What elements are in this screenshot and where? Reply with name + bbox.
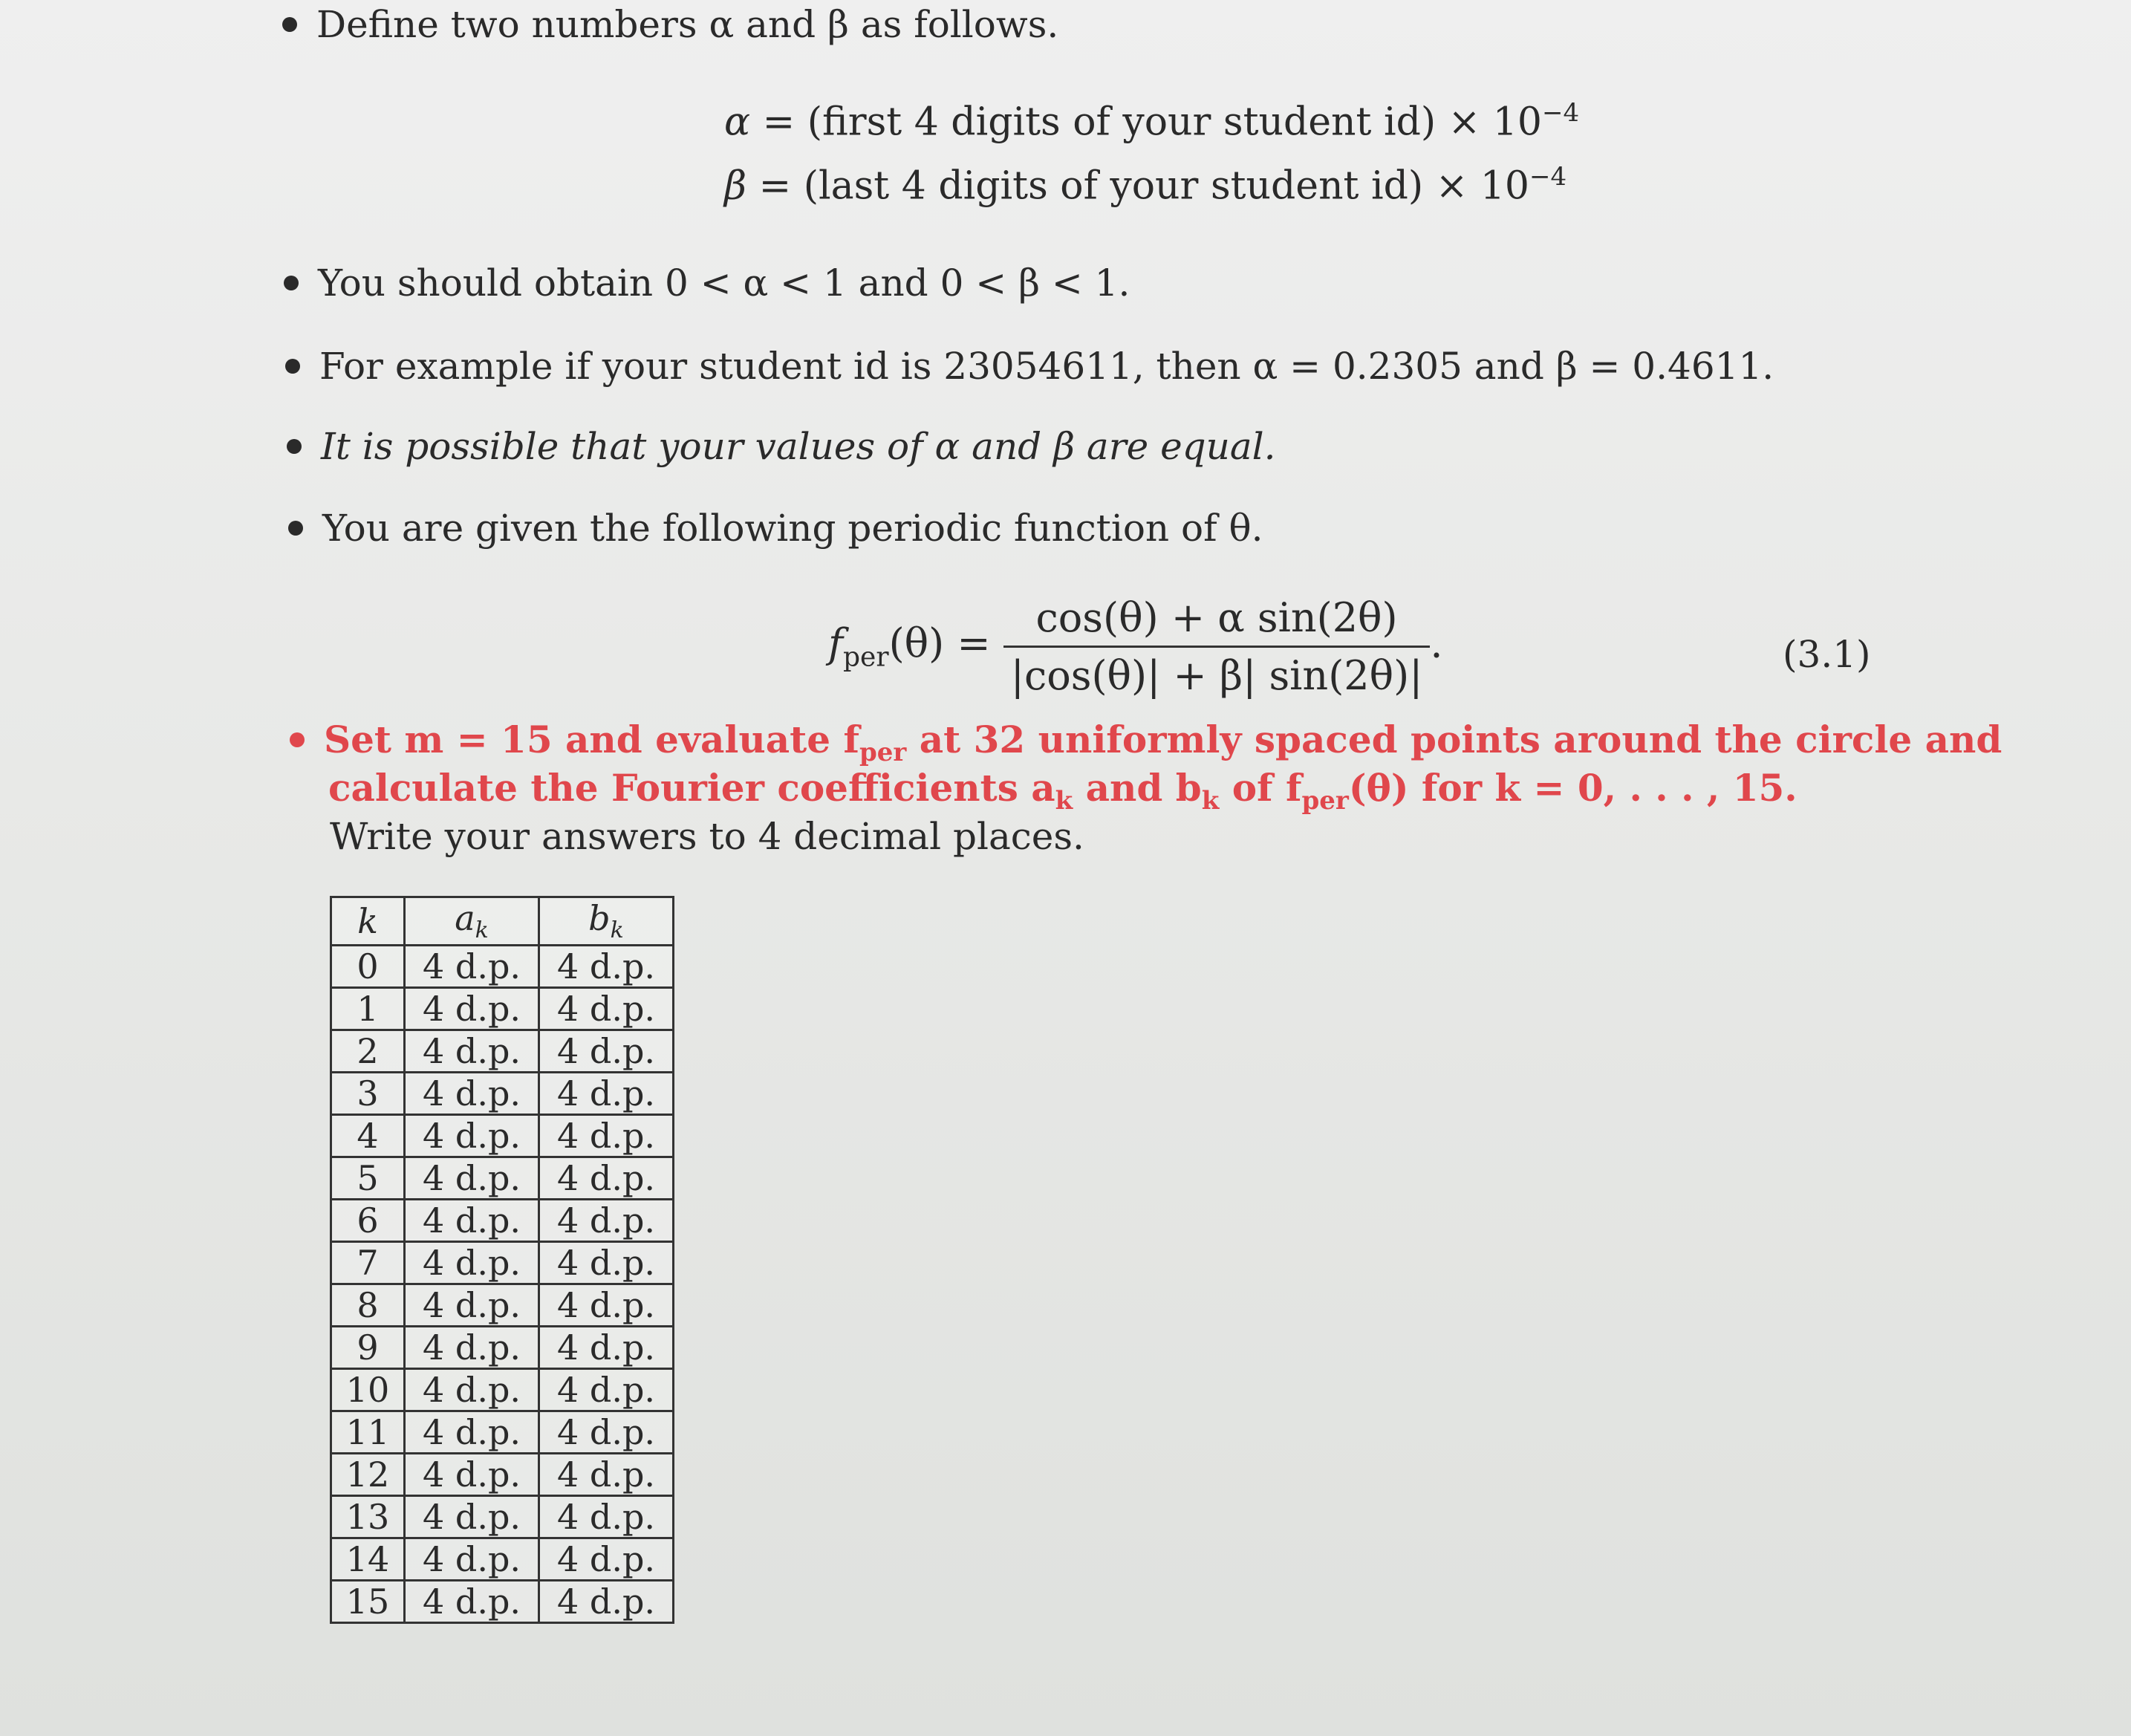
- bullet-dot: [285, 359, 300, 374]
- cell-k: 10: [331, 1369, 405, 1411]
- cell-b-value: 4 d.p.: [539, 1327, 674, 1369]
- formula-lhs: f: [828, 620, 843, 667]
- table-row: [331, 1538, 674, 1581]
- cell-b-value: 4 d.p.: [539, 1242, 674, 1284]
- table-row: [331, 1327, 674, 1369]
- cell-a-value: 4 d.p.: [405, 1496, 539, 1538]
- task-line3-text: Write your answers to 4 decimal places.: [330, 815, 1084, 858]
- bullet-text: You should obtain 0 < α < 1 and 0 < β < 1.: [318, 261, 1130, 305]
- equation-number: (3.1): [1783, 633, 1871, 676]
- task-line1-sub: per: [859, 738, 907, 767]
- header-k: k: [331, 897, 405, 946]
- cell-b-value: 4 d.p.: [539, 1284, 674, 1327]
- bullet-text: It is possible that your values of α and β are equal.: [321, 425, 1276, 468]
- cell-k: 1: [331, 988, 405, 1030]
- alpha-definition: [724, 98, 1579, 144]
- fourier-coefficient-table: [330, 896, 674, 1624]
- table-row: [331, 946, 674, 988]
- cell-a-value: 4 d.p.: [405, 1157, 539, 1200]
- cell-a-value: 4 d.p.: [405, 1115, 539, 1157]
- table-row: [331, 1411, 674, 1454]
- bullet-text: Define two numbers α and β as follows.: [316, 3, 1059, 46]
- cell-a-value: 4 d.p.: [405, 1030, 539, 1073]
- task-line2-sub2: k: [1201, 786, 1220, 816]
- cell-a-value: 4 d.p.: [405, 1327, 539, 1369]
- cell-k: 9: [331, 1327, 405, 1369]
- cell-b-value: 4 d.p.: [539, 1411, 674, 1454]
- cell-a-value: 4 d.p.: [405, 1200, 539, 1242]
- cell-k: 0: [331, 946, 405, 988]
- cell-b-value: 4 d.p.: [539, 1115, 674, 1157]
- alpha-rhs: (first 4 digits of your student id) × 10: [807, 100, 1542, 145]
- cell-a-value: 4 d.p.: [405, 988, 539, 1030]
- beta-lhs: β =: [724, 163, 792, 209]
- cell-a-value: 4 d.p.: [405, 1581, 539, 1623]
- bullet-text: For example if your student id is 23054611, then α = 0.2305 and β = 0.4611.: [319, 345, 1774, 388]
- task-line2-d: (θ) for k = 0, . . . , 15.: [1348, 766, 1797, 810]
- bullet-equal-note: [287, 423, 1276, 469]
- cell-k: 8: [331, 1284, 405, 1327]
- cell-k: 12: [331, 1454, 405, 1496]
- cell-a-value: 4 d.p.: [405, 1284, 539, 1327]
- beta-definition: [724, 162, 1566, 208]
- beta-rhs: (last 4 digits of your student id) × 10: [803, 163, 1529, 209]
- bullet-range: [284, 260, 1130, 306]
- bullet-text: You are given the following periodic function of θ.: [322, 507, 1263, 550]
- bullet-dot: [288, 521, 303, 536]
- formula-lhs-sub: per: [843, 642, 889, 673]
- cell-b-value: 4 d.p.: [539, 1538, 674, 1581]
- cell-k: 11: [331, 1411, 405, 1454]
- table-row: [331, 1284, 674, 1327]
- header-b: $b_k$: [539, 897, 674, 946]
- cell-b-value: 4 d.p.: [539, 1496, 674, 1538]
- bullet-example: [285, 343, 1774, 389]
- cell-a-value: 4 d.p.: [405, 1073, 539, 1115]
- alpha-lhs: α =: [724, 100, 796, 145]
- bullet-dot: [284, 276, 299, 290]
- table-row: [331, 1496, 674, 1538]
- formula-lhs-arg: (θ) =: [888, 620, 991, 667]
- task-line3: [330, 813, 1084, 859]
- table-header-row: [331, 897, 674, 946]
- cell-b-value: 4 d.p.: [539, 946, 674, 988]
- bullet-define-numbers: [282, 1, 1058, 48]
- bullet-periodic-function: [288, 505, 1263, 551]
- task-line2-sub1: k: [1055, 786, 1073, 816]
- formula-trailing: .: [1430, 620, 1443, 667]
- table-row: [331, 1454, 674, 1496]
- formula-fper: [828, 594, 1443, 699]
- task-line2-b: and b: [1073, 766, 1202, 810]
- cell-b-value: 4 d.p.: [539, 1073, 674, 1115]
- cell-b-value: 4 d.p.: [539, 988, 674, 1030]
- cell-a-value: 4 d.p.: [405, 1242, 539, 1284]
- table-row: [331, 1030, 674, 1073]
- cell-k: 5: [331, 1157, 405, 1200]
- cell-b-value: 4 d.p.: [539, 1030, 674, 1073]
- table-row: [331, 1115, 674, 1157]
- beta-exponent: −4: [1529, 162, 1567, 192]
- task-line2-sub3: per: [1301, 786, 1349, 816]
- table-row: [331, 1157, 674, 1200]
- header-a: $a_k$: [405, 897, 539, 946]
- cell-b-value: 4 d.p.: [539, 1200, 674, 1242]
- cell-a-value: 4 d.p.: [405, 1369, 539, 1411]
- cell-a-value: 4 d.p.: [405, 946, 539, 988]
- task-line1-rest: at 32 uniformly spaced points around the circle and: [906, 718, 2003, 761]
- cell-b-value: 4 d.p.: [539, 1581, 674, 1623]
- cell-k: 14: [331, 1538, 405, 1581]
- cell-k: 13: [331, 1496, 405, 1538]
- cell-b-value: 4 d.p.: [539, 1157, 674, 1200]
- bullet-dot: [287, 439, 302, 454]
- table-row: [331, 988, 674, 1030]
- table-row: [331, 1369, 674, 1411]
- cell-b-value: 4 d.p.: [539, 1369, 674, 1411]
- cell-k: 6: [331, 1200, 405, 1242]
- task-line2-c: of f: [1219, 766, 1302, 810]
- cell-k: 2: [331, 1030, 405, 1073]
- cell-k: 15: [331, 1581, 405, 1623]
- cell-a-value: 4 d.p.: [405, 1538, 539, 1581]
- task-line1: Set m = 15 and evaluate f: [324, 718, 859, 761]
- cell-k: 4: [331, 1115, 405, 1157]
- table-row: [331, 1200, 674, 1242]
- cell-b-value: 4 d.p.: [539, 1454, 674, 1496]
- cell-a-value: 4 d.p.: [405, 1411, 539, 1454]
- cell-k: 7: [331, 1242, 405, 1284]
- task-line2-a: calculate the Fourier coefficients a: [328, 766, 1055, 810]
- formula-numerator: cos(θ) + α sin(2θ): [1003, 594, 1431, 648]
- cell-a-value: 4 d.p.: [405, 1454, 539, 1496]
- table-row: [331, 1581, 674, 1623]
- alpha-exponent: −4: [1541, 98, 1580, 128]
- table-row: [331, 1242, 674, 1284]
- formula-fraction: [1003, 594, 1431, 699]
- table-row: [331, 1073, 674, 1115]
- cell-k: 3: [331, 1073, 405, 1115]
- formula-denominator: |cos(θ)| + β| sin(2θ)|: [1010, 652, 1423, 699]
- bullet-dot: [290, 732, 305, 747]
- bullet-dot: [282, 17, 297, 32]
